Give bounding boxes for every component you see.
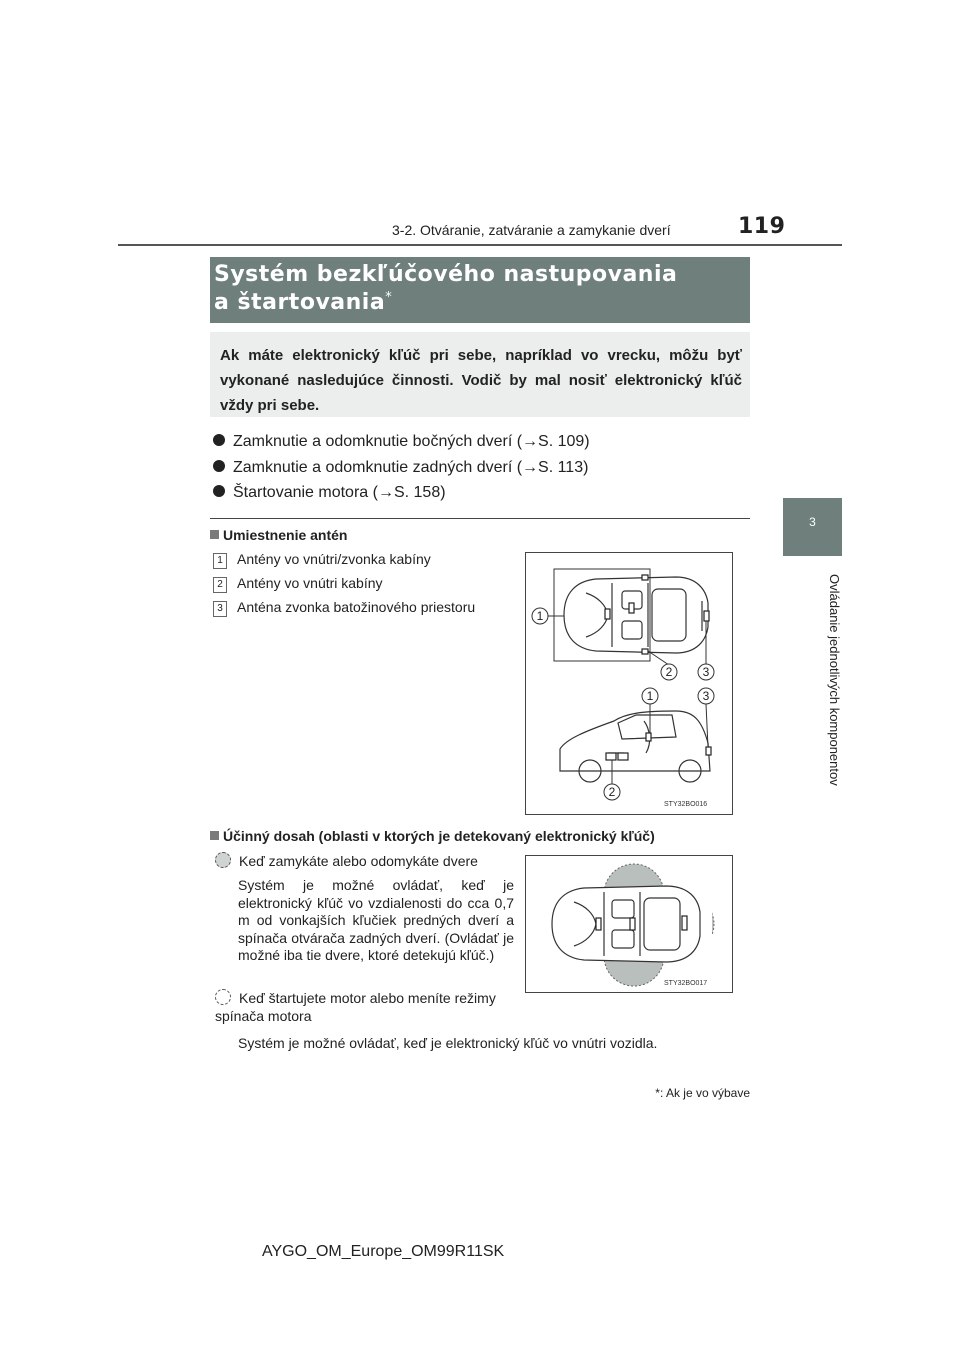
range-figure: [525, 855, 733, 993]
bullet-text: Zamknutie a odomknutie bočných dverí (→S. 109): [233, 433, 590, 450]
bullet-item: [213, 459, 588, 477]
range-item-engine: [215, 989, 505, 1025]
page-title-line2: [214, 290, 392, 315]
car-top-view-icon: [564, 577, 708, 653]
antenna-item: [213, 551, 431, 569]
bullet-dot-icon: [213, 434, 225, 446]
page-title-line1: Systém bezkľúčového nastupovania: [214, 262, 678, 287]
page-number: 119: [738, 214, 786, 239]
svg-text:2: 2: [665, 665, 673, 679]
antenna-number: 3: [213, 601, 227, 617]
svg-text:1: 1: [536, 609, 544, 623]
svg-text:3: 3: [702, 665, 710, 679]
footnote: *: Ak je vo výbave: [655, 1086, 750, 1100]
header-divider: [118, 244, 842, 246]
range-item-doors: [215, 852, 478, 869]
range-item-doors-body: Systém je možné ovládať, keď je elektronický kľúč vo vzdialenosti do cca 0,7 m od vonkajších kľučiek predných dverí a spínača otvárača zadných dverí. (Ovládať je možné iba tie dvere, ktoré detekujú kľúč.): [238, 877, 514, 963]
bullet-text: Zamknutie a odomknutie zadných dverí (→S. 113): [233, 459, 589, 476]
antenna-label: Antény vo vnútri kabíny: [237, 575, 383, 591]
figure-code: STY32BO017: [664, 980, 708, 987]
svg-text:3: 3: [702, 689, 710, 703]
range-item-engine-body: Systém je možné ovládať, keď je elektronický kľúč vo vnútri vozidla.: [238, 1035, 658, 1051]
antenna-figure: [525, 552, 733, 815]
antenna-number: 2: [213, 577, 227, 593]
bullet-item: [213, 433, 590, 451]
car-top-view-icon: [552, 886, 700, 962]
antenna-item: [213, 575, 383, 593]
zone-filled-icon: [215, 852, 231, 868]
bullet-dot-icon: [213, 460, 225, 472]
range-item-title: Keď štartujete motor alebo meníte režimy spínača motora: [215, 990, 496, 1024]
car-antenna-diagram: [526, 553, 732, 814]
antenna-heading-text: Umiestnenie antén: [223, 527, 348, 543]
square-bullet-icon: [210, 530, 219, 539]
document-footer: AYGO_OM_Europe_OM99R11SK: [262, 1243, 505, 1260]
antenna-label: Anténa zvonka batožinového priestoru: [237, 599, 476, 615]
antenna-item: [213, 599, 475, 617]
svg-text:1: 1: [646, 689, 654, 703]
square-bullet-icon: [210, 831, 219, 840]
car-side-view-icon: [560, 711, 710, 782]
antenna-label: Antény vo vnútri/zvonka kabíny: [237, 551, 431, 567]
bullet-dot-icon: [213, 485, 225, 497]
section-title: 3-2. Otváranie, zatváranie a zamykanie dverí: [392, 222, 671, 238]
range-heading: [210, 828, 655, 844]
bullet-text: Štartovanie motora (→S. 158): [233, 484, 446, 501]
antenna-number: 1: [213, 553, 227, 569]
range-heading-text: Účinný dosah (oblasti v ktorých je detekovaný elektronický kľúč): [223, 828, 655, 844]
title-line2-text: a štartovania: [214, 290, 386, 315]
chapter-number: 3: [809, 515, 816, 529]
title-star: *: [385, 290, 393, 305]
intro-text: Ak máte elektronický kľúč pri sebe, napríklad vo vrecku, môžu byť vykonané nasledujúce činnosti. Vodič by mal nosiť elektronický kľúč vždy pri sebe.: [220, 347, 742, 414]
antenna-heading: [210, 527, 347, 543]
bullet-item: [213, 484, 446, 502]
chapter-title: Ovládanie jednotlivých komponentov: [827, 574, 842, 786]
svg-text:2: 2: [608, 785, 616, 799]
zone-empty-icon: [215, 989, 231, 1005]
key-range-diagram: [526, 856, 732, 992]
range-item-title: Keď zamykáte alebo odomykáte dvere: [239, 853, 478, 869]
figure-code: STY32BO016: [664, 801, 708, 808]
section-divider: [210, 518, 750, 519]
